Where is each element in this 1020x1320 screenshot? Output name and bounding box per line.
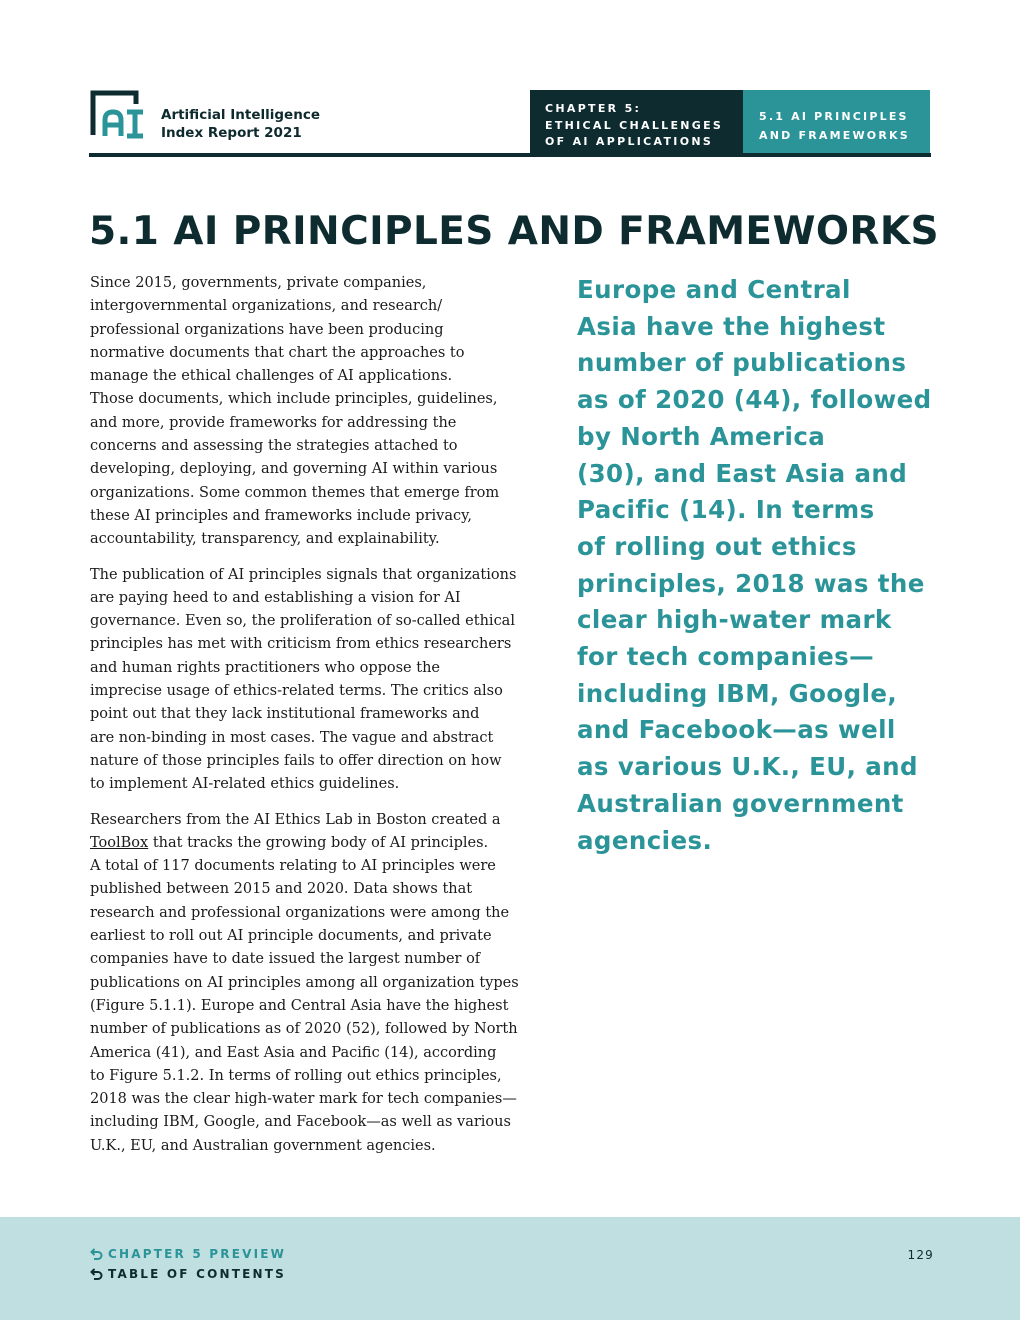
- text-line: America (41), and East Asia and Pacific (14), according: [90, 1044, 497, 1061]
- text-line: nature of those principles fails to offer direction on how: [90, 752, 502, 769]
- text-line: these AI principles and frameworks include privacy,: [90, 507, 472, 524]
- text-line: companies have to date issued the largest number of: [90, 951, 481, 968]
- text-line: including IBM, Google, and Facebook—as well as various: [90, 1114, 511, 1131]
- text-line: normative documents that chart the approaches to: [90, 344, 465, 361]
- quote-line: Europe and Central: [577, 275, 851, 304]
- quote-line: Australian government: [577, 788, 904, 818]
- quote-line: for tech companies—: [577, 642, 875, 672]
- text-line: governance. Even so, the proliferation of so-called ethical: [90, 613, 515, 630]
- text-line: to implement AI-related ethics guidelines.: [90, 776, 400, 793]
- quote-line: Asia have the highest: [577, 311, 886, 341]
- text-line: research and professional organizations were among the: [90, 904, 510, 921]
- text-line: are non-binding in most cases. The vague and abstract: [90, 729, 494, 746]
- text-line: Those documents, which include principles, guidelines,: [90, 391, 498, 408]
- quote-line: number of publications: [577, 348, 907, 378]
- text-line: The publication of AI principles signals that organizations: [90, 566, 517, 583]
- text-line: Researchers from the AI Ethics Lab in Boston created a: [90, 811, 501, 828]
- quote-line: (30), and East Asia and: [577, 458, 908, 488]
- chapter-tab-line: OF AI APPLICATIONS: [545, 135, 714, 148]
- text-line: and more, provide frameworks for addressing the: [90, 414, 457, 431]
- quote-line: and Facebook—as well: [577, 715, 896, 745]
- text-line: organizations. Some common themes that emerge from: [90, 484, 500, 501]
- quote-line: including IBM, Google,: [577, 678, 898, 708]
- return-arrow-icon: [90, 1268, 103, 1280]
- toolbox-link[interactable]: ToolBox: [90, 834, 149, 851]
- page-footer: [0, 1217, 1020, 1320]
- text-line: concerns and assessing the strategies attached to: [90, 438, 458, 455]
- return-arrow-icon: [90, 1248, 103, 1260]
- quote-line: agencies.: [577, 825, 713, 855]
- chapter-preview-link[interactable]: [90, 1247, 286, 1261]
- paragraph-2: [90, 564, 517, 797]
- chapter-tab-line: ETHICAL CHALLENGES: [545, 118, 724, 132]
- text-line: intergovernmental organizations, and research/: [90, 298, 443, 315]
- text-line: professional organizations have been producing: [90, 321, 444, 338]
- text-line: are paying heed to and establishing a vision for AI: [90, 589, 461, 606]
- text-line: to Figure 5.1.2. In terms of rolling out ethics principles,: [90, 1067, 502, 1084]
- text-line: published between 2015 and 2020. Data shows that: [90, 881, 473, 898]
- quote-line: of rolling out ethics: [577, 531, 857, 561]
- report-title: [161, 106, 320, 142]
- section-tab-line: AND FRAMEWORKS: [759, 129, 910, 142]
- text-line: A total of 117 documents relating to AI principles were: [90, 858, 496, 875]
- chapter-tab[interactable]: [530, 90, 743, 153]
- chapter-preview-label: CHAPTER 5 PREVIEW: [108, 1247, 287, 1261]
- quote-line: by North America: [577, 421, 826, 451]
- quote-line: Pacific (14). In terms: [577, 495, 875, 525]
- text-line: 2018 was the clear high-water mark for tech companies—: [90, 1091, 517, 1108]
- text-line: accountability, transparency, and explainability.: [90, 531, 440, 548]
- text-line: manage the ethical challenges of AI applications.: [90, 368, 453, 385]
- text-line: principles has met with criticism from ethics researchers: [90, 636, 512, 653]
- text-line: U.K., EU, and Australian government agencies.: [90, 1137, 436, 1154]
- text-line: imprecise usage of ethics-related terms. The critics also: [90, 683, 503, 700]
- text-line: number of publications as of 2020 (52), followed by North: [90, 1021, 518, 1038]
- pull-quote: [577, 272, 937, 859]
- text-line: point out that they lack institutional frameworks and: [90, 706, 480, 723]
- text-fragment: that tracks the growing body of AI principles.: [148, 834, 489, 851]
- page-number: 129: [907, 1248, 934, 1262]
- section-tab-line: 5.1 AI PRINCIPLES: [759, 110, 909, 123]
- quote-line: as of 2020 (44), followed: [577, 385, 932, 415]
- text-line: developing, deploying, and governing AI within various: [90, 461, 498, 478]
- text-line: Since 2015, governments, private companies,: [90, 275, 427, 291]
- quote-line: as various U.K., EU, and: [577, 752, 918, 782]
- ai-index-logo: [90, 90, 146, 140]
- report-title-line: Artificial Intelligence: [161, 107, 320, 123]
- quote-line: principles, 2018 was the: [577, 568, 925, 598]
- page-title: 5.1 AI PRINCIPLES AND FRAMEWORKS: [89, 209, 939, 254]
- paragraph-1: [90, 272, 510, 552]
- text-line: and human rights practitioners who oppose the: [90, 659, 440, 676]
- report-title-line: Index Report 2021: [161, 125, 302, 141]
- text-line: publications on AI principles among all organization types: [90, 974, 519, 991]
- quote-line: clear high-water mark: [577, 605, 892, 635]
- text-line: [90, 832, 510, 855]
- text-line: (Figure 5.1.1). Europe and Central Asia have the highest: [90, 997, 509, 1014]
- section-tab[interactable]: [743, 90, 930, 153]
- chapter-tab-line: CHAPTER 5:: [545, 102, 642, 115]
- table-of-contents-link[interactable]: [90, 1267, 286, 1281]
- body-text: [90, 272, 519, 1170]
- text-line: earliest to roll out AI principle documents, and private: [90, 928, 492, 945]
- table-of-contents-label: TABLE OF CONTENTS: [108, 1267, 286, 1281]
- paragraph-3: [90, 809, 519, 1158]
- header-divider: [89, 153, 931, 157]
